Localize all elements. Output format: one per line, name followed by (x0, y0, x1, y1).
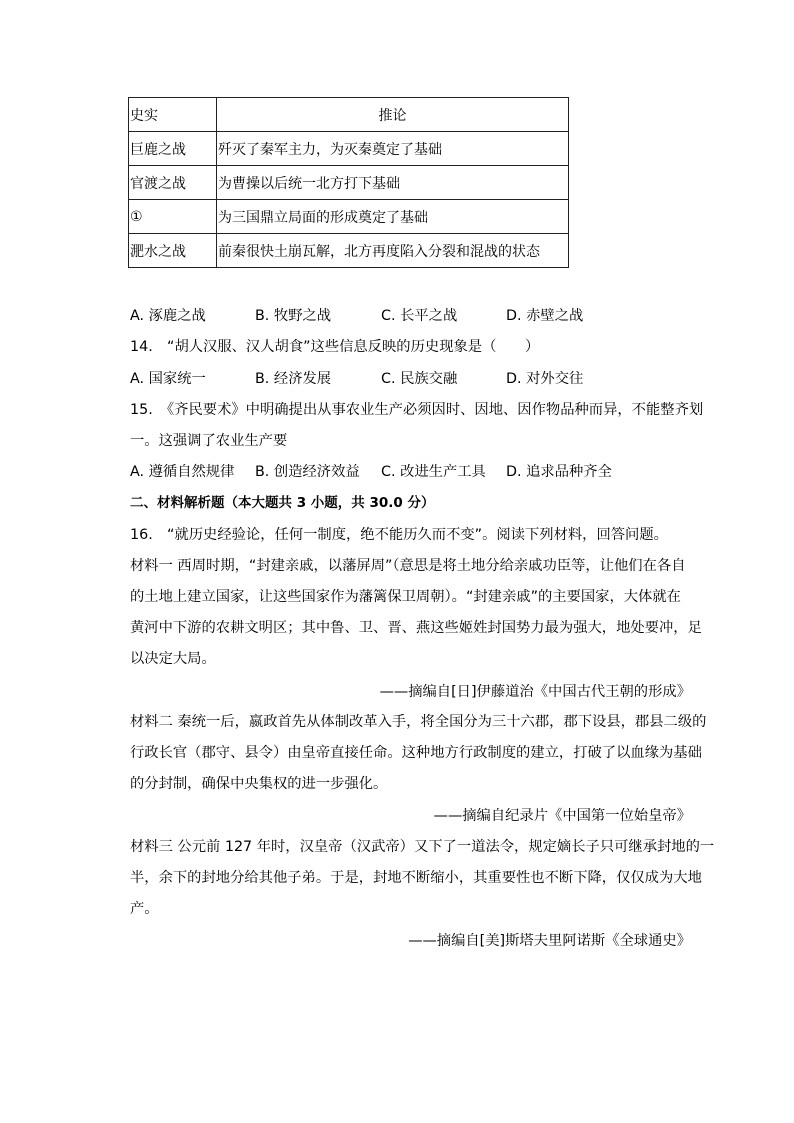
q15-stem-line2: 一。这强调了农业生产要 (130, 433, 288, 449)
material-2-line: 的分封制，确保中央集权的进一步强化。 (130, 776, 388, 792)
table-row (129, 166, 569, 200)
option-a[interactable]: A. 遵循自然规律 (130, 464, 235, 480)
table-row (129, 234, 569, 268)
option-c[interactable]: C. 长平之战 (381, 308, 458, 324)
table-row (129, 132, 569, 166)
option-b[interactable]: B. 创造经济效益 (255, 464, 360, 480)
option-b[interactable]: B. 经济发展 (255, 371, 332, 387)
table-header-cell: 推论 (216, 98, 568, 132)
material-3-line: 材料三 公元前 127 年时，汉皇帝（汉武帝）又下了一道法令，规定嫡长子只可继承封地的一 (130, 839, 715, 855)
material-2-line: 材料二 秦统一后，嬴政首先从体制改革入手，将全国分为三十六郡，郡下设县，郡县二级的 (130, 714, 707, 730)
table-cell: 巨鹿之战 (129, 132, 217, 166)
material-3-line: 半，余下的封地分给其他子弟。于是，封地不断缩小，其重要性也不断下降，仅仅成为大地 (130, 870, 702, 886)
table-row (129, 200, 569, 234)
option-c[interactable]: C. 民族交融 (381, 371, 458, 387)
material-1-line: 黄河中下游的农耕文明区；其中鲁、卫、晋、燕这些姬姓封国势力最为强大，地处要冲，足 (130, 620, 702, 636)
option-b[interactable]: B. 牧野之战 (255, 308, 332, 324)
q15-options (130, 462, 612, 482)
q14-options (130, 369, 583, 389)
q14-stem: 14. “胡人汉服、汉人胡食”这些信息反映的历史现象是（ ） (130, 339, 540, 355)
material-1-line: 的土地上建立国家，让这些国家作为藩篱保卫周朝）。“封建亲戚”的主要国家，大体就在 (130, 589, 681, 605)
q13-options (130, 306, 583, 326)
table-header-row (129, 98, 569, 132)
q16-stem: 16. “就历史经验论，任何一制度，绝不能历久而不变”。阅读下列材料，回答问题。 (130, 527, 668, 543)
table-cell: 前秦很快土崩瓦解，北方再度陷入分裂和混战的状态 (216, 234, 568, 268)
table-cell: ① (129, 200, 217, 234)
table-cell: 歼灭了秦军主力，为灭秦奠定了基础 (216, 132, 568, 166)
table-cell: 为曹操以后统一北方打下基础 (216, 166, 568, 200)
material-1-line: 材料一 西周时期，“封建亲戚，以藩屏周”（意思是将土地分给亲戚功臣等，让他们在各自 (130, 558, 686, 574)
option-d[interactable]: D. 赤壁之战 (506, 308, 584, 324)
option-a[interactable]: A. 国家统一 (130, 371, 206, 387)
option-c[interactable]: C. 改进生产工具 (381, 464, 486, 480)
option-d[interactable]: D. 对外交往 (506, 371, 584, 387)
table-header-cell: 史实 (129, 98, 217, 132)
q15-stem-line1: 15. 《齐民要术》中明确提出从事农业生产必须因时、因地、因作物品种而异，不能整齐划 (130, 402, 704, 418)
table-cell: 为三国鼎立局面的形成奠定了基础 (216, 200, 568, 234)
material-1-source: ——摘编自[日]伊藤道治《中国古代王朝的形成》 (379, 684, 691, 700)
section-heading: 二、材料解析题（本大题共 3 小题，共 30.0 分） (130, 495, 435, 511)
material-3-source: ——摘编自[美]斯塔夫里阿诺斯《全球通史》 (408, 933, 691, 949)
history-facts-table (128, 97, 569, 268)
material-2-line: 行政长官（郡守、县令）由皇帝直接任命。这种地方行政制度的建立，打破了以血缘为基础 (130, 745, 702, 761)
table-cell: 淝水之战 (129, 234, 217, 268)
material-1-line: 以决定大局。 (130, 651, 216, 667)
material-2-source: ——摘编自纪录片《中国第一位始皇帝》 (433, 808, 691, 824)
option-d[interactable]: D. 追求品种齐全 (506, 464, 612, 480)
material-3-line: 产。 (130, 901, 159, 917)
option-a[interactable]: A. 涿鹿之战 (130, 308, 206, 324)
table-cell: 官渡之战 (129, 166, 217, 200)
